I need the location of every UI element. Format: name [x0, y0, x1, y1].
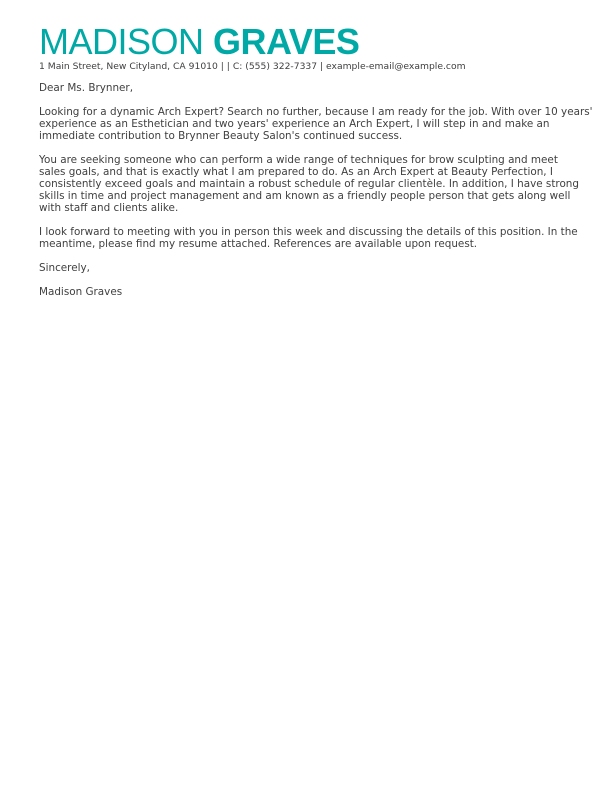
text-line: meantime, please find my resume attached. References are available upon request. [39, 238, 478, 250]
text-line: consistently exceed goals and maintain a robust schedule of regular clientèle. In addition, I have strong [39, 178, 579, 190]
closing: Sincerely, [39, 262, 90, 274]
text-line: with staff and clients alike. [39, 202, 179, 214]
text-line: immediate contribution to Brynner Beauty Salon's continued success. [39, 130, 403, 142]
text-line: sales goals, and that is exactly what I am prepared to do. As an Arch Expert at Beauty Perfection, I [39, 166, 553, 178]
letter-body [39, 82, 593, 310]
text-line: You are seeking someone who can perform a wide range of techniques for brow sculpting and meet [39, 154, 558, 166]
applicant-name [39, 22, 359, 62]
text-line: skills in time and project management and am known as a friendly people person that gets along well [39, 190, 571, 202]
text-line: Looking for a dynamic Arch Expert? Search no further, because I am ready for the job. With over 10 years' [39, 106, 593, 118]
salutation: Dear Ms. Brynner, [39, 82, 134, 94]
text-line: I look forward to meeting with you in person this week and discussing the details of this position. In the [39, 226, 578, 238]
text-line: experience as an Esthetician and two years' experience an Arch Expert, I will step in and make an [39, 118, 550, 130]
paragraph-2 [39, 154, 579, 214]
last-name: GRAVES [213, 21, 360, 62]
paragraph-3 [39, 226, 579, 250]
paragraph-1 [39, 106, 593, 142]
signature: Madison Graves [39, 286, 123, 298]
contact-info: 1 Main Street, New Cityland, CA 91010 | | C: (555) 322-7337 | example-email@example.com [39, 61, 466, 72]
first-name: MADISON [39, 21, 204, 62]
